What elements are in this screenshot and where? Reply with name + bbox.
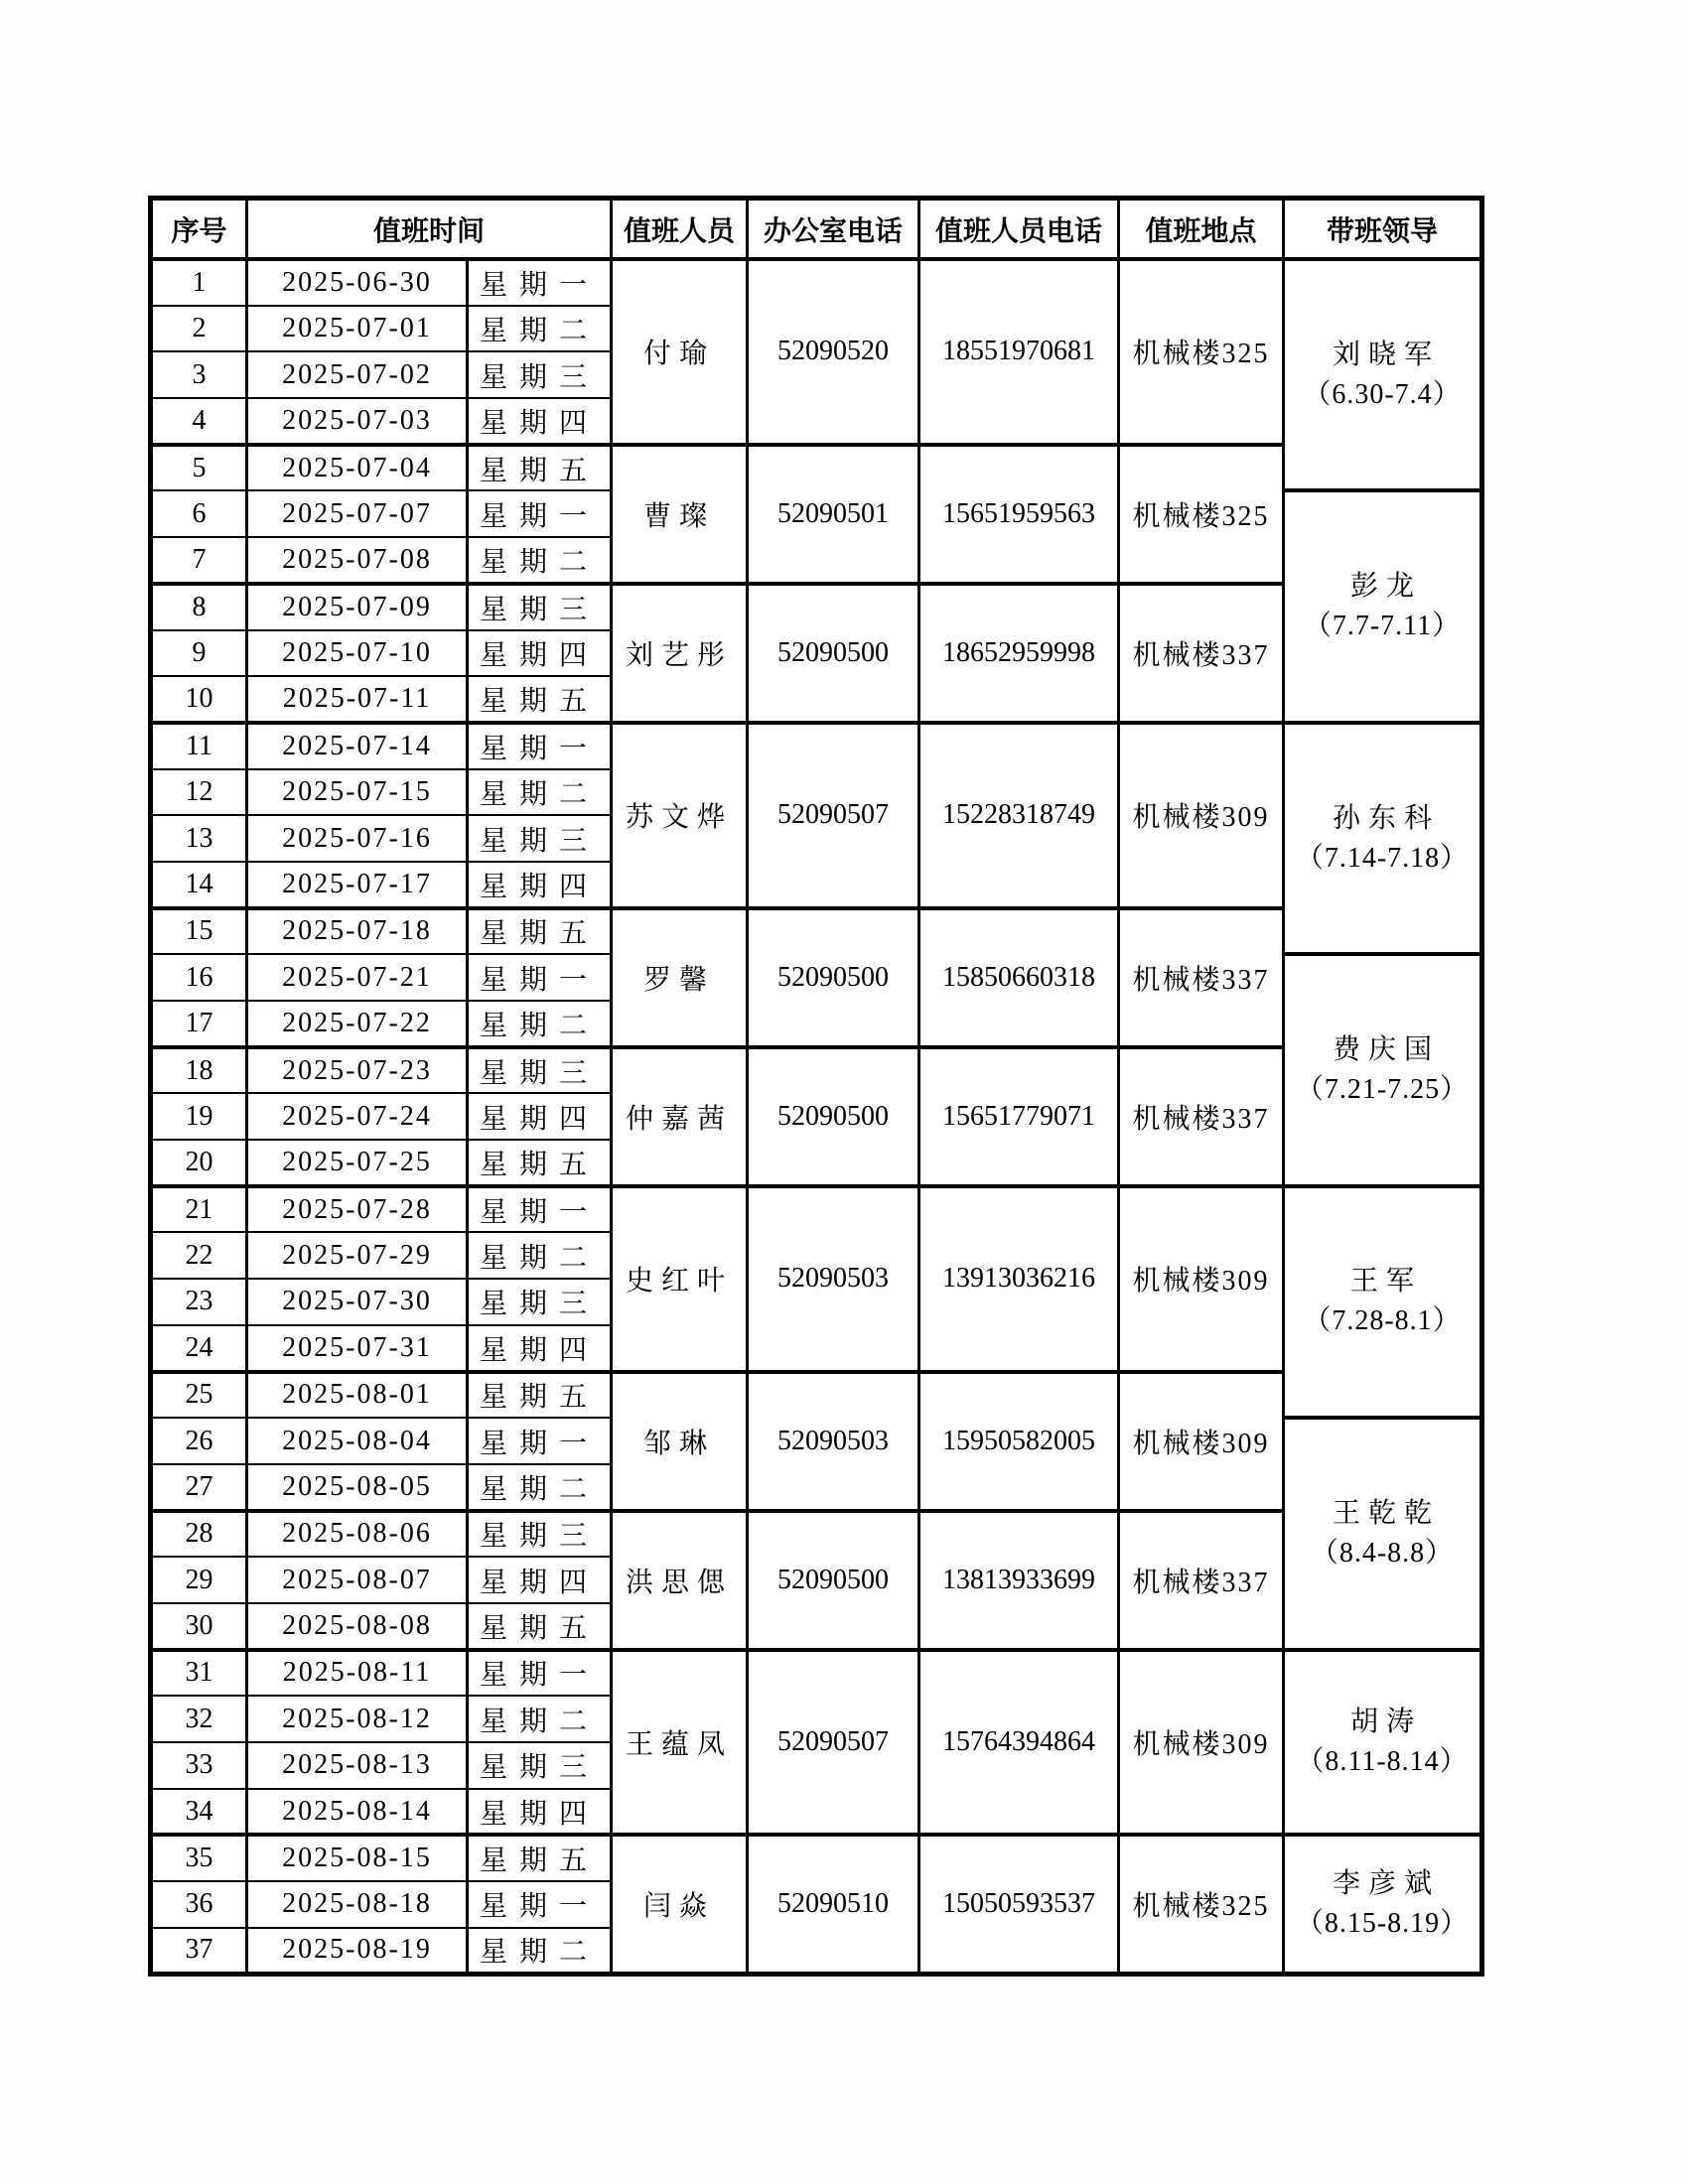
date-cell: 2025-07-03 <box>247 398 468 445</box>
mobile-phone-cell: 18551970681 <box>919 259 1119 445</box>
row-number-cell: 21 <box>151 1186 247 1233</box>
office-phone-cell: 52090507 <box>748 1650 919 1836</box>
date-cell: 2025-08-19 <box>247 1928 468 1975</box>
location-cell: 机械楼337 <box>1119 908 1284 1047</box>
office-phone-cell: 52090500 <box>748 1047 919 1186</box>
row-number-cell: 2 <box>151 306 247 352</box>
office-phone-cell: 52090503 <box>748 1372 919 1511</box>
weekday-cell: 星期三 <box>468 351 612 398</box>
row-number-cell: 17 <box>151 1001 247 1047</box>
row-number-cell: 15 <box>151 908 247 955</box>
row-number-cell: 19 <box>151 1093 247 1140</box>
date-cell: 2025-08-07 <box>247 1557 468 1603</box>
date-cell: 2025-07-18 <box>247 908 468 955</box>
date-cell: 2025-07-11 <box>247 676 468 723</box>
table-row <box>151 1047 1482 1094</box>
row-number-cell: 25 <box>151 1372 247 1419</box>
duty-schedule-table <box>148 196 1484 1977</box>
leader-cell <box>1284 1418 1482 1649</box>
leader-date-range: （6.30-7.4） <box>1303 378 1462 410</box>
office-phone-cell: 52090500 <box>748 908 919 1047</box>
staff-name-cell: 王蕴凤 <box>612 1650 748 1836</box>
mobile-phone-cell: 15228318749 <box>919 723 1119 908</box>
weekday-cell: 星期三 <box>468 815 612 862</box>
mobile-phone-cell: 15651959563 <box>919 445 1119 584</box>
row-number-cell: 3 <box>151 351 247 398</box>
row-number-cell: 18 <box>151 1047 247 1094</box>
location-cell: 机械楼309 <box>1119 1650 1284 1836</box>
table-row <box>151 1186 1482 1233</box>
weekday-cell: 星期一 <box>468 1650 612 1697</box>
date-cell: 2025-07-04 <box>247 445 468 491</box>
row-number-cell: 5 <box>151 445 247 491</box>
weekday-cell: 星期五 <box>468 676 612 723</box>
weekday-cell: 星期二 <box>468 1464 612 1511</box>
date-cell: 2025-07-09 <box>247 584 468 630</box>
leader-name: 王乾乾 <box>1333 1497 1441 1529</box>
row-number-cell: 8 <box>151 584 247 630</box>
weekday-cell: 星期二 <box>468 1001 612 1047</box>
header-serial-number: 序号 <box>151 199 247 260</box>
weekday-cell: 星期三 <box>468 1047 612 1094</box>
leader-date-range: （8.15-8.19） <box>1295 1908 1470 1940</box>
row-number-cell: 14 <box>151 862 247 908</box>
weekday-cell: 星期三 <box>468 584 612 630</box>
row-number-cell: 6 <box>151 490 247 537</box>
date-cell: 2025-08-05 <box>247 1464 468 1511</box>
weekday-cell: 星期三 <box>468 1279 612 1325</box>
weekday-cell: 星期五 <box>468 908 612 955</box>
date-cell: 2025-07-31 <box>247 1325 468 1372</box>
weekday-cell: 星期二 <box>468 1232 612 1279</box>
location-cell: 机械楼337 <box>1119 584 1284 723</box>
date-cell: 2025-08-18 <box>247 1881 468 1928</box>
staff-name-cell: 罗馨 <box>612 908 748 1047</box>
row-number-cell: 29 <box>151 1557 247 1603</box>
table-row <box>151 908 1482 955</box>
weekday-cell: 星期二 <box>468 1696 612 1742</box>
date-cell: 2025-07-01 <box>247 306 468 352</box>
mobile-phone-cell: 13813933699 <box>919 1511 1119 1650</box>
office-phone-cell: 52090503 <box>748 1186 919 1372</box>
weekday-cell: 星期四 <box>468 1789 612 1836</box>
row-number-cell: 9 <box>151 630 247 677</box>
office-phone-cell: 52090510 <box>748 1835 919 1974</box>
date-cell: 2025-07-30 <box>247 1279 468 1325</box>
mobile-phone-cell: 18652959998 <box>919 584 1119 723</box>
date-cell: 2025-08-13 <box>247 1742 468 1789</box>
table-row <box>151 445 1482 491</box>
date-cell: 2025-08-15 <box>247 1835 468 1881</box>
table-row <box>151 1511 1482 1558</box>
leader-cell <box>1284 1186 1482 1418</box>
row-number-cell: 20 <box>151 1140 247 1186</box>
date-cell: 2025-08-11 <box>247 1650 468 1697</box>
weekday-cell: 星期五 <box>468 1835 612 1881</box>
date-cell: 2025-07-16 <box>247 815 468 862</box>
leader-name: 彭龙 <box>1350 571 1423 603</box>
date-cell: 2025-07-29 <box>247 1232 468 1279</box>
row-number-cell: 16 <box>151 954 247 1001</box>
date-cell: 2025-07-10 <box>247 630 468 677</box>
weekday-cell: 星期一 <box>468 490 612 537</box>
weekday-cell: 星期四 <box>468 1093 612 1140</box>
row-number-cell: 12 <box>151 769 247 816</box>
weekday-cell: 星期五 <box>468 1372 612 1419</box>
leader-name: 费庆国 <box>1333 1034 1441 1066</box>
row-number-cell: 7 <box>151 537 247 584</box>
date-cell: 2025-07-08 <box>247 537 468 584</box>
date-cell: 2025-08-14 <box>247 1789 468 1836</box>
date-cell: 2025-08-01 <box>247 1372 468 1419</box>
staff-name-cell: 苏文烨 <box>612 723 748 908</box>
date-cell: 2025-07-23 <box>247 1047 468 1094</box>
weekday-cell: 星期三 <box>468 1511 612 1558</box>
leader-name: 王军 <box>1350 1266 1423 1297</box>
date-cell: 2025-08-06 <box>247 1511 468 1558</box>
header-office-phone: 办公室电话 <box>748 199 919 260</box>
weekday-cell: 星期五 <box>468 445 612 491</box>
row-number-cell: 30 <box>151 1603 247 1650</box>
staff-name-cell: 付瑜 <box>612 259 748 445</box>
row-number-cell: 36 <box>151 1881 247 1928</box>
header-duty-time: 值班时间 <box>247 199 612 260</box>
leader-date-range: （8.11-8.14） <box>1296 1746 1469 1777</box>
location-cell: 机械楼325 <box>1119 259 1284 445</box>
weekday-cell: 星期四 <box>468 862 612 908</box>
row-number-cell: 1 <box>151 259 247 306</box>
row-number-cell: 22 <box>151 1232 247 1279</box>
weekday-cell: 星期一 <box>468 1418 612 1464</box>
row-number-cell: 11 <box>151 723 247 769</box>
schedule-body <box>151 259 1482 1974</box>
mobile-phone-cell: 15950582005 <box>919 1372 1119 1511</box>
table-row <box>151 1835 1482 1881</box>
weekday-cell: 星期五 <box>468 1603 612 1650</box>
weekday-cell: 星期二 <box>468 1928 612 1975</box>
date-cell: 2025-07-15 <box>247 769 468 816</box>
staff-name-cell: 邹琳 <box>612 1372 748 1511</box>
date-cell: 2025-08-12 <box>247 1696 468 1742</box>
date-cell: 2025-08-08 <box>247 1603 468 1650</box>
leader-cell <box>1284 954 1482 1185</box>
row-number-cell: 35 <box>151 1835 247 1881</box>
header-duty-person-phone: 值班人员电话 <box>919 199 1119 260</box>
date-cell: 2025-07-28 <box>247 1186 468 1233</box>
weekday-cell: 星期四 <box>468 1325 612 1372</box>
weekday-cell: 星期一 <box>468 259 612 306</box>
weekday-cell: 星期二 <box>468 537 612 584</box>
header-duty-location: 值班地点 <box>1119 199 1284 260</box>
staff-name-cell: 洪思偲 <box>612 1511 748 1650</box>
weekday-cell: 星期二 <box>468 306 612 352</box>
header-lead-supervisor: 带班领导 <box>1284 199 1482 260</box>
weekday-cell: 星期二 <box>468 769 612 816</box>
leader-cell <box>1284 723 1482 954</box>
date-cell: 2025-08-04 <box>247 1418 468 1464</box>
weekday-cell: 星期四 <box>468 630 612 677</box>
leader-cell <box>1284 259 1482 490</box>
leader-date-range: （7.7-7.11） <box>1303 611 1462 642</box>
header-duty-person: 值班人员 <box>612 199 748 260</box>
location-cell: 机械楼337 <box>1119 1047 1284 1186</box>
weekday-cell: 星期一 <box>468 723 612 769</box>
leader-name: 孙东科 <box>1333 802 1441 834</box>
weekday-cell: 星期四 <box>468 398 612 445</box>
mobile-phone-cell: 15651779071 <box>919 1047 1119 1186</box>
row-number-cell: 28 <box>151 1511 247 1558</box>
row-number-cell: 10 <box>151 676 247 723</box>
row-number-cell: 13 <box>151 815 247 862</box>
weekday-cell: 星期一 <box>468 1186 612 1233</box>
location-cell: 机械楼325 <box>1119 1835 1284 1974</box>
leader-date-range: （8.4-8.8） <box>1310 1537 1455 1569</box>
weekday-cell: 星期四 <box>468 1557 612 1603</box>
row-number-cell: 26 <box>151 1418 247 1464</box>
office-phone-cell: 52090507 <box>748 723 919 908</box>
office-phone-cell: 52090501 <box>748 445 919 584</box>
row-number-cell: 33 <box>151 1742 247 1789</box>
mobile-phone-cell: 15764394864 <box>919 1650 1119 1836</box>
header-row <box>151 199 1482 260</box>
date-cell: 2025-06-30 <box>247 259 468 306</box>
staff-name-cell: 史红叶 <box>612 1186 748 1372</box>
leader-cell <box>1284 1650 1482 1836</box>
leader-cell <box>1284 490 1482 722</box>
date-cell: 2025-07-02 <box>247 351 468 398</box>
date-cell: 2025-07-14 <box>247 723 468 769</box>
table-header <box>151 199 1482 260</box>
row-number-cell: 31 <box>151 1650 247 1697</box>
table-row <box>151 723 1482 769</box>
mobile-phone-cell: 15050593537 <box>919 1835 1119 1974</box>
weekday-cell: 星期一 <box>468 954 612 1001</box>
leader-date-range: （7.28-8.1） <box>1303 1305 1462 1337</box>
table-row <box>151 1372 1482 1419</box>
leader-cell <box>1284 1835 1482 1974</box>
leader-name: 刘晓军 <box>1333 339 1441 370</box>
weekday-cell: 星期三 <box>468 1742 612 1789</box>
office-phone-cell: 52090500 <box>748 584 919 723</box>
row-number-cell: 27 <box>151 1464 247 1511</box>
date-cell: 2025-07-24 <box>247 1093 468 1140</box>
duty-schedule-document <box>148 196 1484 1977</box>
office-phone-cell: 52090520 <box>748 259 919 445</box>
weekday-cell: 星期一 <box>468 1881 612 1928</box>
row-number-cell: 37 <box>151 1928 247 1975</box>
staff-name-cell: 曹璨 <box>612 445 748 584</box>
date-cell: 2025-07-21 <box>247 954 468 1001</box>
leader-name: 李彦斌 <box>1333 1868 1441 1900</box>
office-phone-cell: 52090500 <box>748 1511 919 1650</box>
row-number-cell: 23 <box>151 1279 247 1325</box>
location-cell: 机械楼325 <box>1119 445 1284 584</box>
location-cell: 机械楼309 <box>1119 1372 1284 1511</box>
leader-date-range: （7.14-7.18） <box>1295 842 1470 874</box>
leader-name: 胡涛 <box>1350 1706 1423 1737</box>
staff-name-cell: 闫焱 <box>612 1835 748 1974</box>
row-number-cell: 34 <box>151 1789 247 1836</box>
leader-date-range: （7.21-7.25） <box>1295 1074 1470 1106</box>
mobile-phone-cell: 13913036216 <box>919 1186 1119 1372</box>
date-cell: 2025-07-17 <box>247 862 468 908</box>
row-number-cell: 32 <box>151 1696 247 1742</box>
mobile-phone-cell: 15850660318 <box>919 908 1119 1047</box>
row-number-cell: 24 <box>151 1325 247 1372</box>
date-cell: 2025-07-07 <box>247 490 468 537</box>
table-row <box>151 1650 1482 1697</box>
location-cell: 机械楼309 <box>1119 1186 1284 1372</box>
weekday-cell: 星期五 <box>468 1140 612 1186</box>
location-cell: 机械楼309 <box>1119 723 1284 908</box>
staff-name-cell: 刘艺彤 <box>612 584 748 723</box>
staff-name-cell: 仲嘉茜 <box>612 1047 748 1186</box>
date-cell: 2025-07-22 <box>247 1001 468 1047</box>
row-number-cell: 4 <box>151 398 247 445</box>
table-row <box>151 259 1482 306</box>
location-cell: 机械楼337 <box>1119 1511 1284 1650</box>
date-cell: 2025-07-25 <box>247 1140 468 1186</box>
table-row <box>151 584 1482 630</box>
